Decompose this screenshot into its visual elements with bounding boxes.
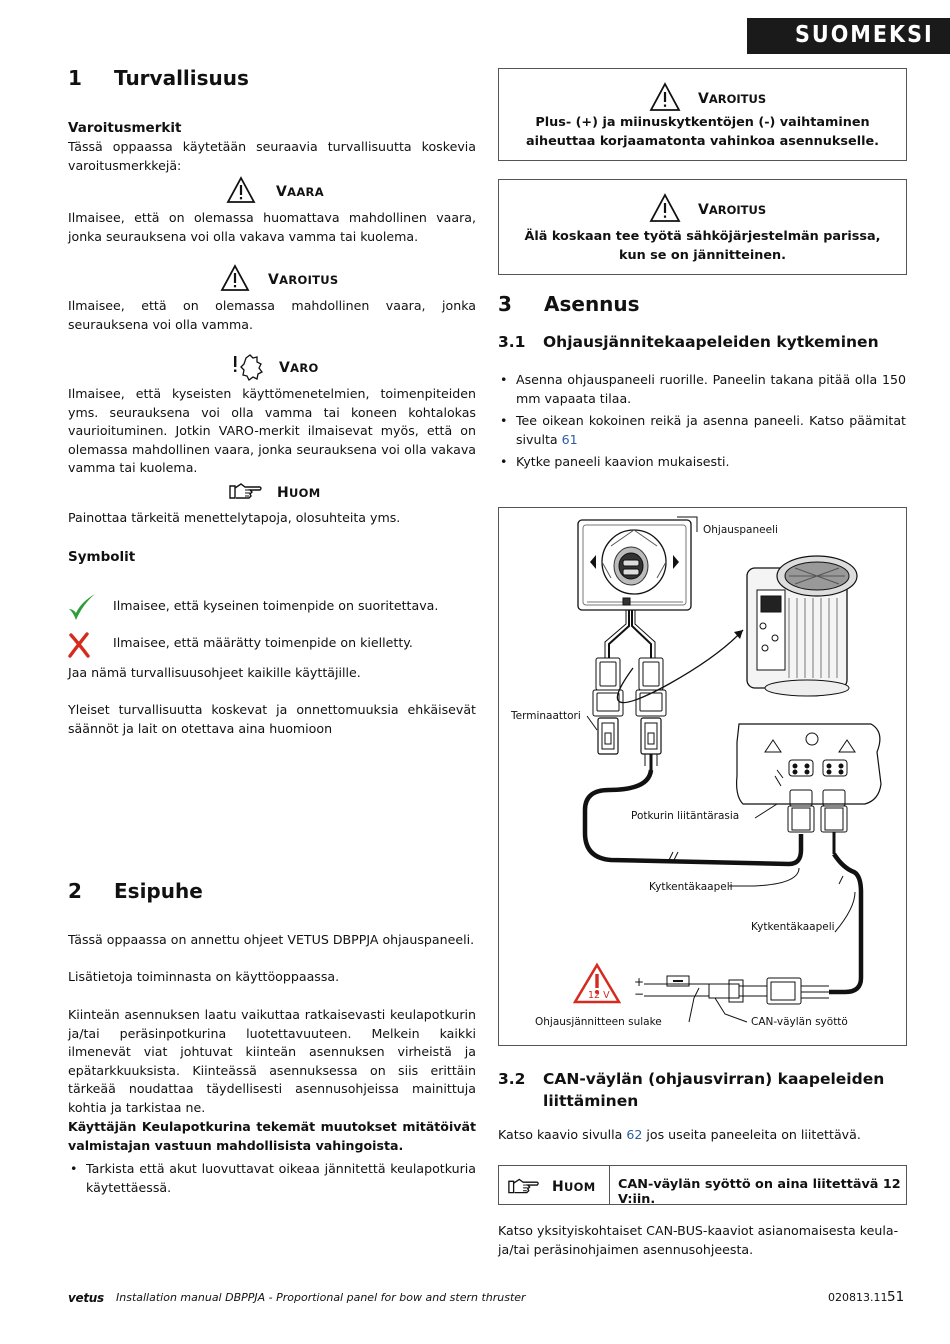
warning-box-polarity: [498, 68, 907, 161]
varoitus-label: VAROITUS: [268, 272, 339, 288]
note-label: HUOM: [552, 1179, 596, 1195]
rules-text: Yleiset turvallisuutta koskevat ja onnettomuuksia ehkäisevät säännöt ja lait on otettava aina huomioon: [68, 702, 476, 736]
warning-box-text: Älä koskaan tee työtä sähköjärjestelmän parissa, kun se on jännitteinen.: [524, 229, 881, 263]
section3-number: 3: [498, 292, 512, 316]
section31-heading: [498, 333, 879, 351]
warning-triangle-icon: [226, 176, 256, 204]
signs-intro: Tässä oppaassa käytetään seuraavia turvallisuutta koskevia varoitusmerkkejä:: [68, 139, 476, 173]
section3-heading: [498, 292, 640, 316]
preface-p3: Kiinteän asennuksen laatu vaikuttaa ratkaisevasti keulapotkurin ja/tai peräsinpotkurina luotettavuuteen. Melkein kaikki ilmenevät viat johtuvat kiinteän asennuksen virheistä ja epätarkkuuksista. Kiinteässä asennuksessa on siis erittäin tärkeää noudattaa täydellisesti asennusohjeissa mainittuja kohtia ja tarkistaa ne.: [68, 1007, 476, 1115]
list-item: • Asenna ohjauspaneeli ruorille. Paneelin takana pitää olla 150 mm vapaata tilaa.: [498, 371, 906, 408]
warning-triangle-icon: [220, 264, 250, 292]
pointing-hand-icon: [507, 1176, 541, 1196]
label-thruster-box: Potkurin liitäntärasia: [631, 810, 740, 822]
label-can-supply: CAN-väylän syöttö: [751, 1016, 848, 1028]
section32-title: CAN-väylän (ohjausvirran) kaapeleiden liittäminen: [543, 1070, 885, 1110]
section2-heading: [68, 879, 203, 903]
installation-bullets: [498, 371, 906, 476]
label-connection-cable-2: Kytkentäkaapeli: [751, 921, 835, 933]
vaara-label: VAARA: [276, 184, 324, 200]
warning-triangle-icon: [649, 82, 681, 112]
note-text: CAN-väylän syöttö on aina liitettävä 12 V:iin.: [618, 1177, 901, 1207]
pointing-hand-icon: [228, 481, 264, 501]
varoitus-text: Ilmaisee, että on olemassa mahdollinen vaara, jonka seurauksena voi olla vamma.: [68, 298, 476, 332]
warning-box-text: Plus- (+) ja miinuskytkentöjen (-) vaihtaminen aiheuttaa korjaamatonta vahinkoa asennukselle.: [525, 115, 880, 149]
symbol-no-text: Ilmaisee, että määrätty toimenpide on kielletty.: [113, 635, 413, 650]
note-box: [498, 1165, 907, 1205]
checkmark-icon: [67, 592, 97, 622]
page-number: 51: [887, 1289, 905, 1305]
warning-box-label: VAROITUS: [698, 202, 767, 218]
huom-text: Painottaa tärkeitä menettelytapoja, olosuhteita yms.: [68, 510, 401, 525]
cross-icon: [67, 632, 93, 658]
section31-title: Ohjausjännitekaapeleiden kytkeminen: [543, 333, 879, 351]
varo-label: VARO: [279, 360, 319, 376]
page-link-61[interactable]: 61: [561, 431, 578, 447]
section1-number: 1: [68, 66, 82, 90]
preface-p1: Tässä oppaassa on annettu ohjeet VETUS DBPPJA ohjauspaneeli.: [68, 932, 475, 947]
page-link-62[interactable]: 62: [626, 1127, 643, 1142]
preface-bullets: [68, 1160, 476, 1201]
section2-number: 2: [68, 879, 82, 903]
section2-title: Esipuhe: [114, 879, 203, 903]
section3-title: Asennus: [544, 292, 640, 316]
symbol-ok-text: Ilmaisee, että kyseinen toimenpide on suoritettava.: [113, 598, 439, 613]
caution-gear-icon: [232, 352, 266, 382]
list-item: • Tee oikean kokoinen reikä ja asenna paneeli. Katso päämitat sivulta 61: [498, 412, 906, 449]
fuse-voltage-label: 12 V: [588, 990, 610, 1001]
label-connection-cable-1: Kytkentäkaapeli: [649, 881, 733, 893]
section32-text: Katso kaavio sivulla 62 jos useita paneeleita on liitettävä.: [498, 1127, 861, 1142]
label-panel: Ohjauspaneeli: [703, 524, 778, 536]
plus-sign: +: [634, 975, 645, 989]
symbols-subheading: Symbolit: [68, 549, 136, 565]
preface-p4: Käyttäjän Keulapotkurina tekemät muutokset mitätöivät valmistajan vastuun mahdollisista vahingoista.: [68, 1119, 476, 1153]
wiring-diagram: [498, 507, 907, 1046]
note-divider: [609, 1166, 610, 1204]
language-tab: [747, 18, 950, 54]
section1-title: Turvallisuus: [114, 66, 249, 90]
canbus-reference-text: Katso yksityiskohtaiset CAN-BUS-kaaviot asianomaisesta keula- ja/tai peräsinohjaimen asennusohjeesta.: [498, 1223, 899, 1257]
warning-box-label: VAROITUS: [698, 91, 767, 107]
footer-code: 020813.11: [828, 1291, 888, 1304]
section1-heading: [68, 66, 249, 90]
list-item: • Kytke paneeli kaavion mukaisesti.: [498, 453, 906, 472]
preface-p2: Lisätietoja toiminnasta on käyttöoppaassa.: [68, 969, 340, 984]
minus-sign: −: [634, 987, 645, 1001]
vaara-text: Ilmaisee, että on olemassa huomattava mahdollinen vaara, jonka seurauksena voi olla vakava vamma tai kuolema.: [68, 210, 476, 244]
warning-triangle-icon: [649, 193, 681, 223]
vetus-logo: vetus: [68, 1291, 104, 1305]
section32-number: 3.2: [498, 1070, 526, 1088]
list-item: • Tarkista että akut luovuttavat oikeaa jännitettä keulapotkuria käytettäessä.: [68, 1160, 476, 1197]
wiring-diagram-drawing: [499, 508, 906, 1045]
signs-subheading: Varoitusmerkit: [68, 120, 182, 136]
huom-label: HUOM: [277, 485, 321, 501]
warning-box-live-work: [498, 179, 907, 275]
keep-instructions-text: Jaa nämä turvallisuusohjeet kaikille käyttäjille.: [68, 665, 361, 680]
label-terminator: Terminaattori: [511, 710, 581, 722]
label-fuse: Ohjausjännitteen sulake: [535, 1016, 662, 1028]
language-tab-label: SUOMEKSI: [795, 22, 934, 48]
section31-number: 3.1: [498, 333, 526, 351]
varo-text: Ilmaisee, että kyseisten käyttömenetelmien, toimenpiteiden yms. seurauksena voi olla vamma tai koneen kohtalokas vaurioituminen. Jotkin VARO-merkit ilmaisevat myös, että on olemassa mahdollinen vaara, jonka seurauksena voi olla vakava vamma tai kuolema.: [68, 386, 476, 475]
footer-title: Installation manual DBPPJA - Proportional panel for bow and stern thruster: [116, 1291, 526, 1304]
